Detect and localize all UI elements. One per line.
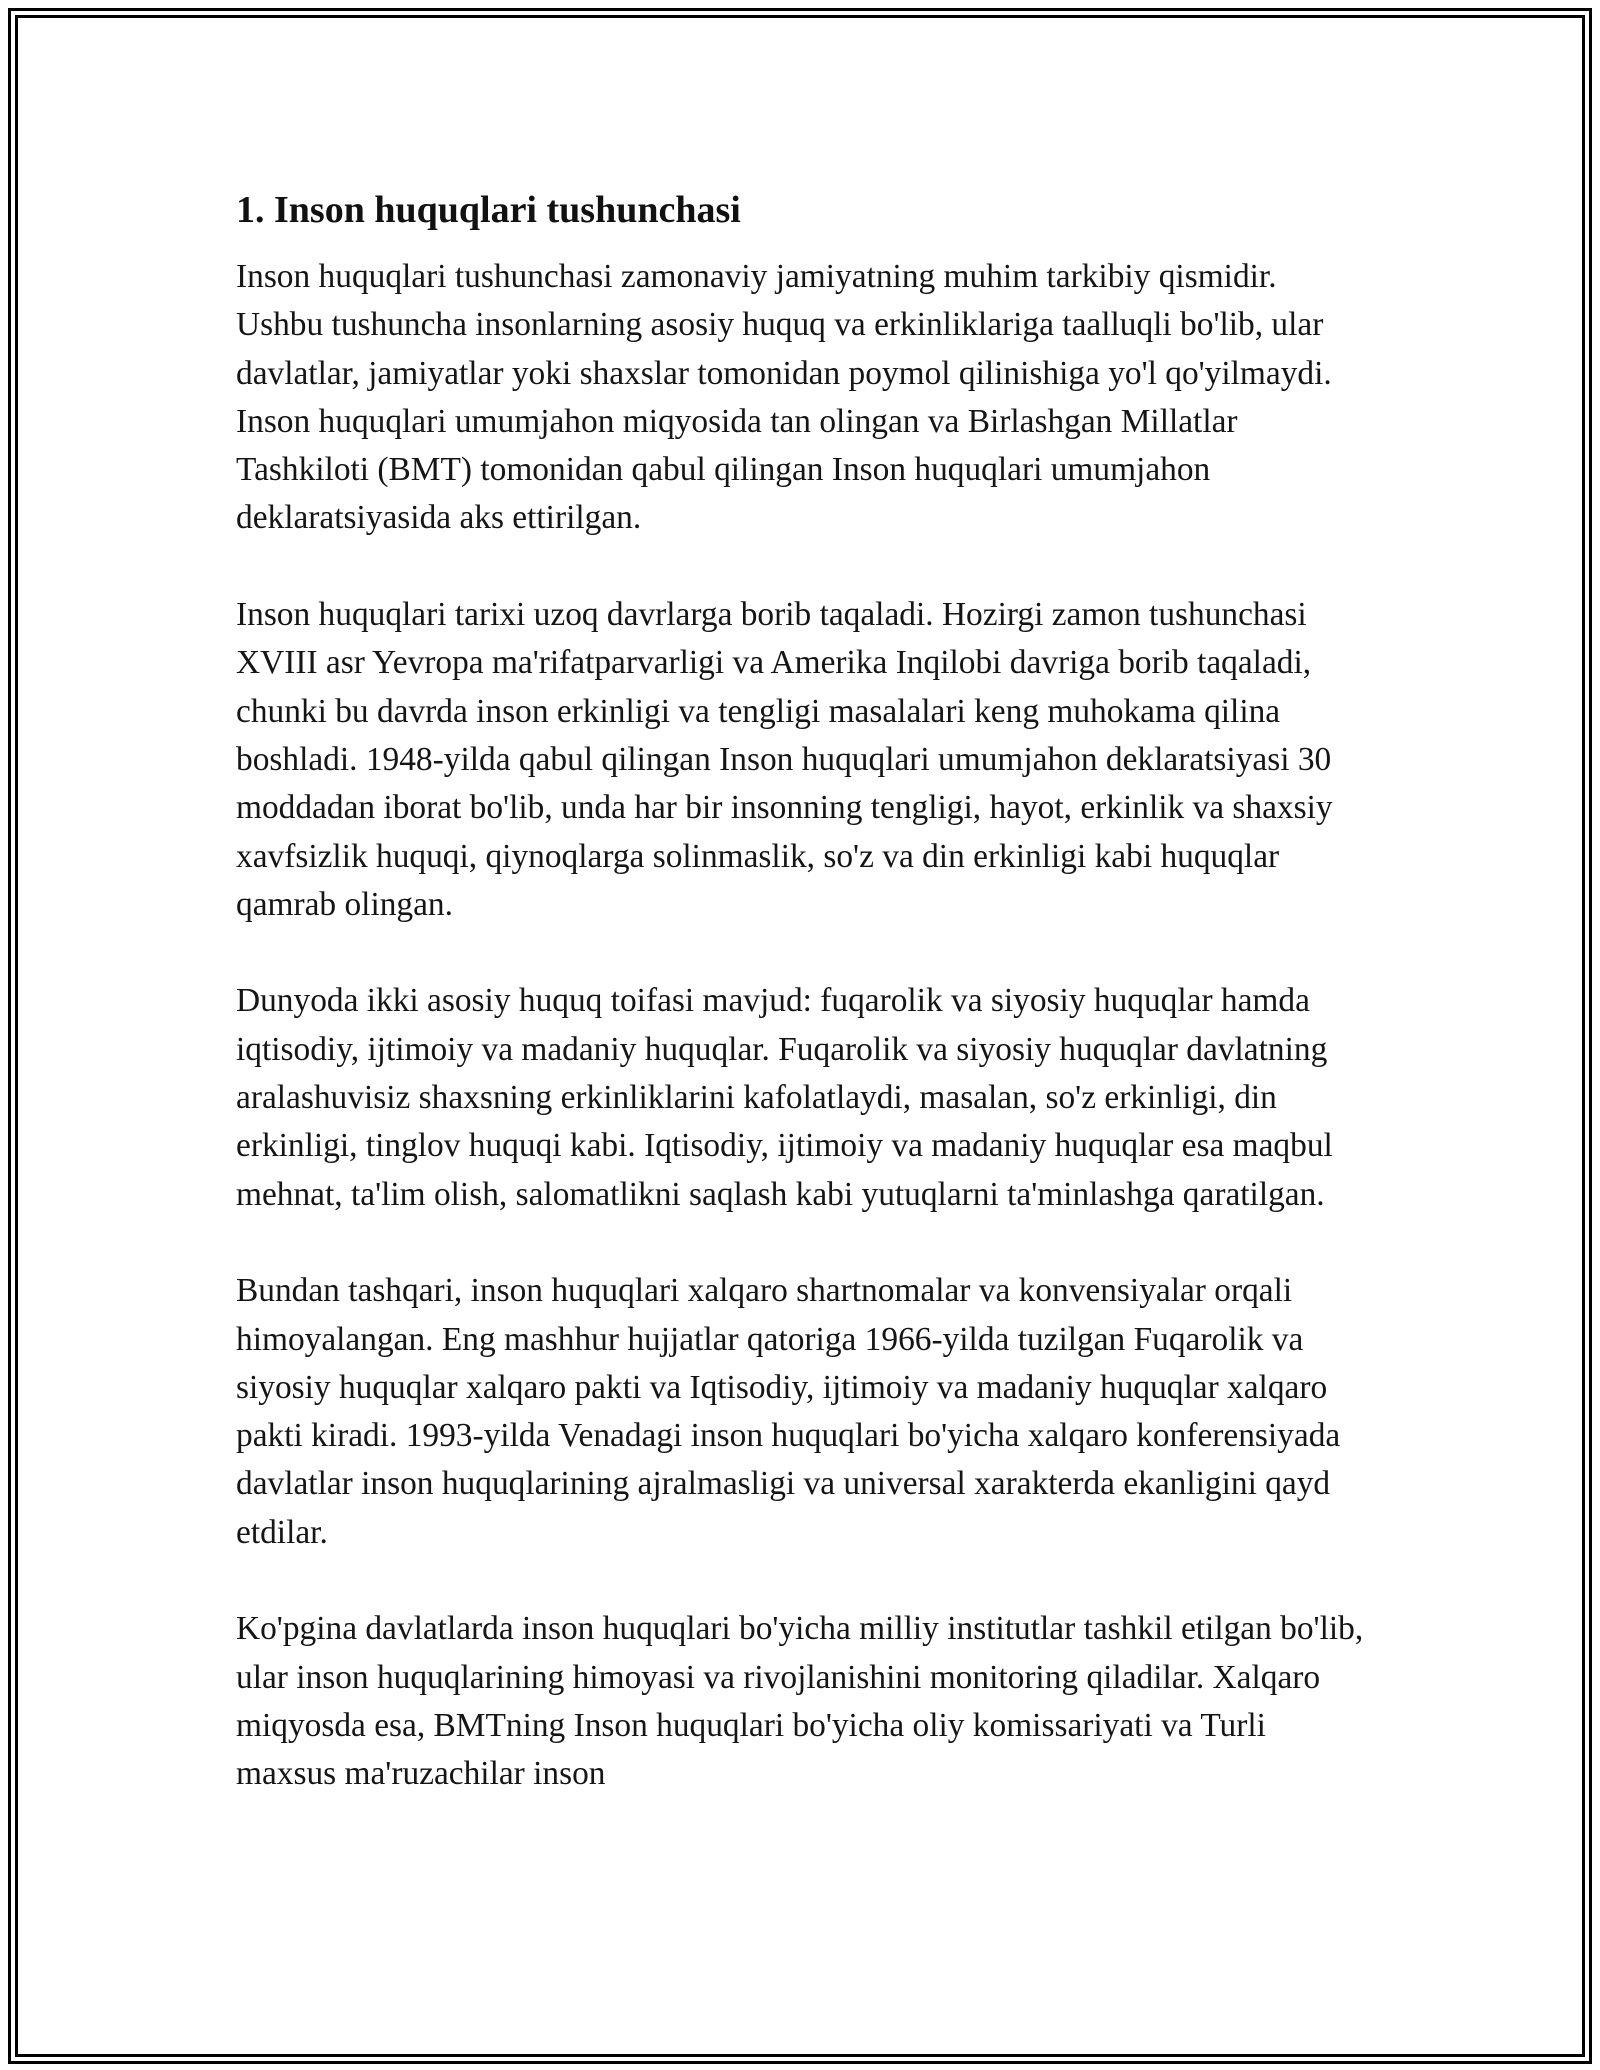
paragraph: Inson huquqlari tushunchasi zamonaviy jamiyatning muhim tarkibiy qismidir. Ushbu tushuncha insonlarning asosiy huquq va erkinliklariga taalluqli bo'lib, ular davlatlar, jamiyatlar yoki shaxslar tomonidan poymol qilinishiga yo'l qo'yilmaydi. Inson huquqlari umumjahon miqyosida tan olingan va Birlashgan Millatlar Tashkiloti (BMT) tomonidan qabul qilingan Inson huquqlari umumjahon deklaratsiyasida aks ettirilgan. [236,258,1332,537]
section-heading: 1. Inson huquqlari tushunchasi [236,189,741,231]
paragraph: Inson huquqlari tarixi uzoq davrlarga borib taqaladi. Hozirgi zamon tushunchasi XVIII asr Yevropa ma'rifatparvarligi va Amerika Inqilobi davriga borib taqaladi, chunki bu davrda inson erkinligi va tengligi masalalari keng muhokama qilina boshladi. 1948-yilda qabul qilingan Inson huquqlari umumjahon deklaratsiyasi 30 moddadan iborat bo'lib, unda har bir insonning tengligi, hayot, erkinlik va shaxsiy xavfsizlik huquqi, qiynoqlarga solinmaslik, so'z va din erkinligi kabi huquqlar qamrab olingan. [236,596,1333,923]
paragraph: Ko'pgina davlatlarda inson huquqlari bo'yicha milliy institutlar tashkil etilgan bo'lib, ular inson huquqlarining himoyasi va rivojlanishini monitoring qiladilar. Xalqaro miqyosda esa, BMTning Inson huquqlari bo'yicha oliy komissariyati va Turli maxsus ma'ruzachilar inson [236,1610,1364,1793]
paragraph: Dunyoda ikki asosiy huquq toifasi mavjud: fuqarolik va siyosiy huquqlar hamda iqtisodiy, ijtimoiy va madaniy huquqlar. Fuqarolik va siyosiy huquqlar davlatning aralashuvisiz shaxsning erkinliklarini kafolatlaydi, masalan, so'z erkinligi, din erkinligi, tinglov huquqi kabi. Iqtisodiy, ijtimoiy va madaniy huquqlar esa maqbul mehnat, ta'lim olish, salomatlikni saqlash kabi yutuqlarni ta'minlashga qaratilgan. [236,982,1333,1213]
paragraph: Bundan tashqari, inson huquqlari xalqaro shartnomalar va konvensiyalar orqali himoyalangan. Eng mashhur hujjatlar qatoriga 1966-yilda tuzilgan Fuqarolik va siyosiy huquqlar xalqaro pakti va Iqtisodiy, ijtimoiy va madaniy huquqlar xalqaro pakti kiradi. 1993-yilda Venadagi inson huquqlari bo'yicha xalqaro konferensiyada davlatlar inson huquqlarining ajralmasligi va universal xarakterda ekanligini qayd etdilar. [236,1272,1341,1551]
document-body [236,186,1366,1847]
